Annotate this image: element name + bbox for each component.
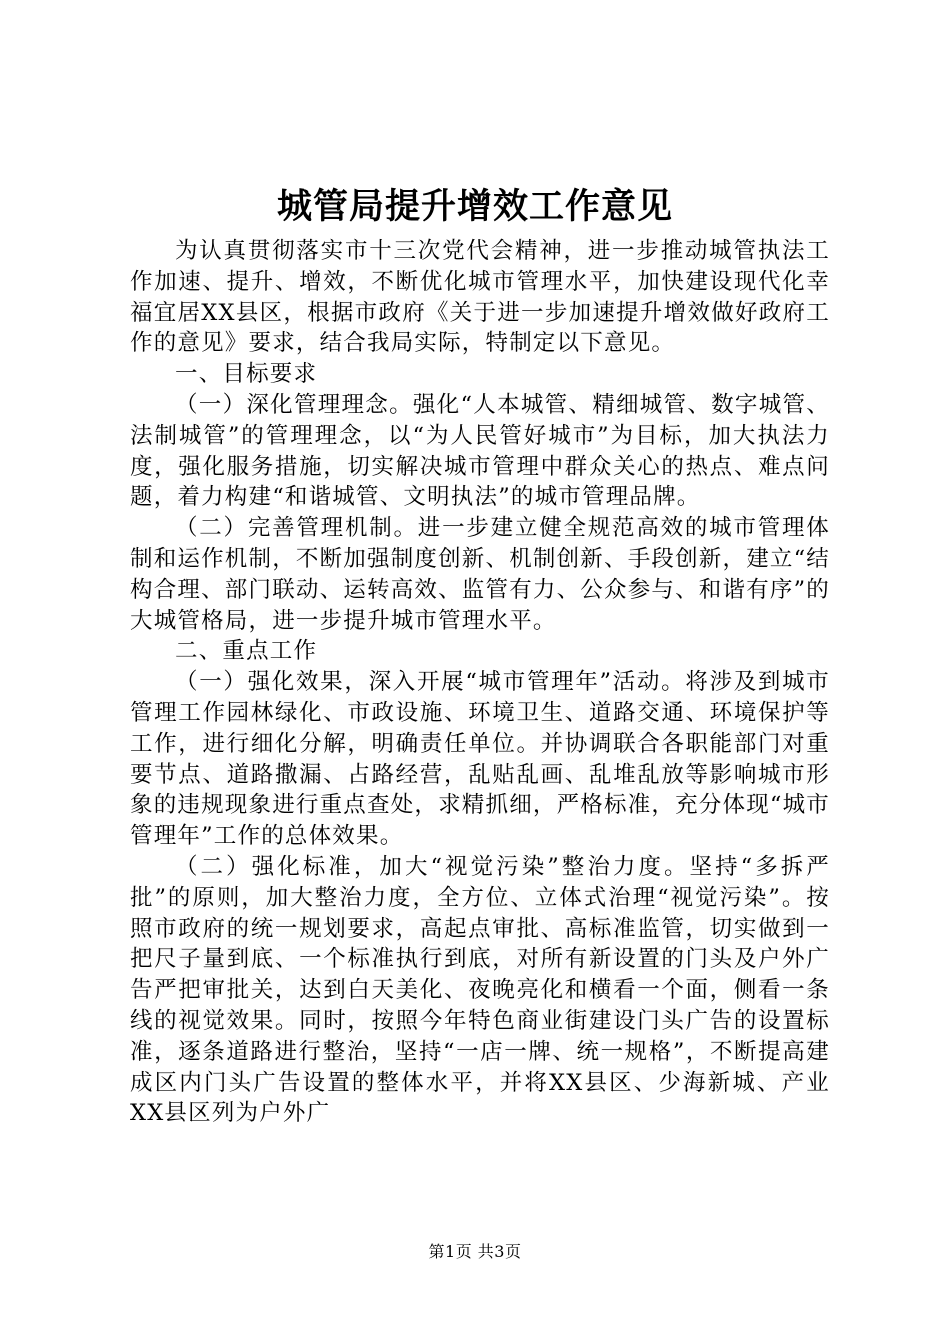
- body-paragraph: 为认真贯彻落实市十三次党代会精神，进一步推动城管执法工作加速、提升、增效，不断优化城市管理水平，加快建设现代化幸福宜居XX县区，根据市政府《关于进一步加速提升增效做好政府工作的意见》要求，结合我局实际，特制定以下意见。: [130, 238, 830, 357]
- body-paragraph: （二）完善管理机制。进一步建立健全规范高效的城市管理体制和运作机制，不断加强制度创新、机制创新、手段创新，建立“结构合理、部门联动、运转高效、监管有力、公众参与、和谐有序”的大城管格局，进一步提升城市管理水平。: [130, 515, 831, 634]
- document-title: 城管局提升增效工作意见: [276, 186, 673, 227]
- document-body: [130, 236, 830, 1129]
- body-paragraph: （一）深化管理理念。强化“人本城管、精细城管、数字城管、法制城管”的管理理念，以“为人民管好城市”为目标，加大执法力度，强化服务措施，切实解决城市管理中群众关心的热点、难点问题，着力构建“和谐城管、文明执法”的城市管理品牌。: [130, 391, 830, 511]
- section-heading: 一、目标要求: [175, 361, 318, 388]
- page-number-footer: 第1页 共3页: [428, 1242, 522, 1261]
- body-paragraph: （一）强化效果，深入开展“城市管理年”活动。将涉及到城市管理工作园林绿化、市政设施、环境卫生、道路交通、环境保护等工作，进行细化分解，明确责任单位。并协调联合各职能部门对重要节点、道路撒漏、占路经营，乱贴乱画、乱堆乱放等影响城市形象的违规现象进行重点查处，求精抓细，严格标准，充分体现“城市管理年”工作的总体效果。: [130, 669, 831, 850]
- section-heading: 二、重点工作: [175, 638, 318, 665]
- body-paragraph: （二）强化标准，加大“视觉污染”整治力度。坚持“多拆严批”的原则，加大整治力度，全方位、立体式治理“视觉污染”。按照市政府的统一规划要求，高起点审批、高标准监管，切实做到一把尺子量到底、一个标准执行到底，对所有新设置的门头及户外广告严把审批关，达到白天美化、夜晚亮化和横看一个面，侧看一条线的视觉效果。同时，按照今年特色商业街建设门头广告的设置标准，逐条道路进行整治，坚持“一店一牌、统一规格”，不断提高建成区内门头广告设置的整体水平，并将XX县区、少海新城、产业XX县区列为户外广: [130, 853, 830, 1127]
